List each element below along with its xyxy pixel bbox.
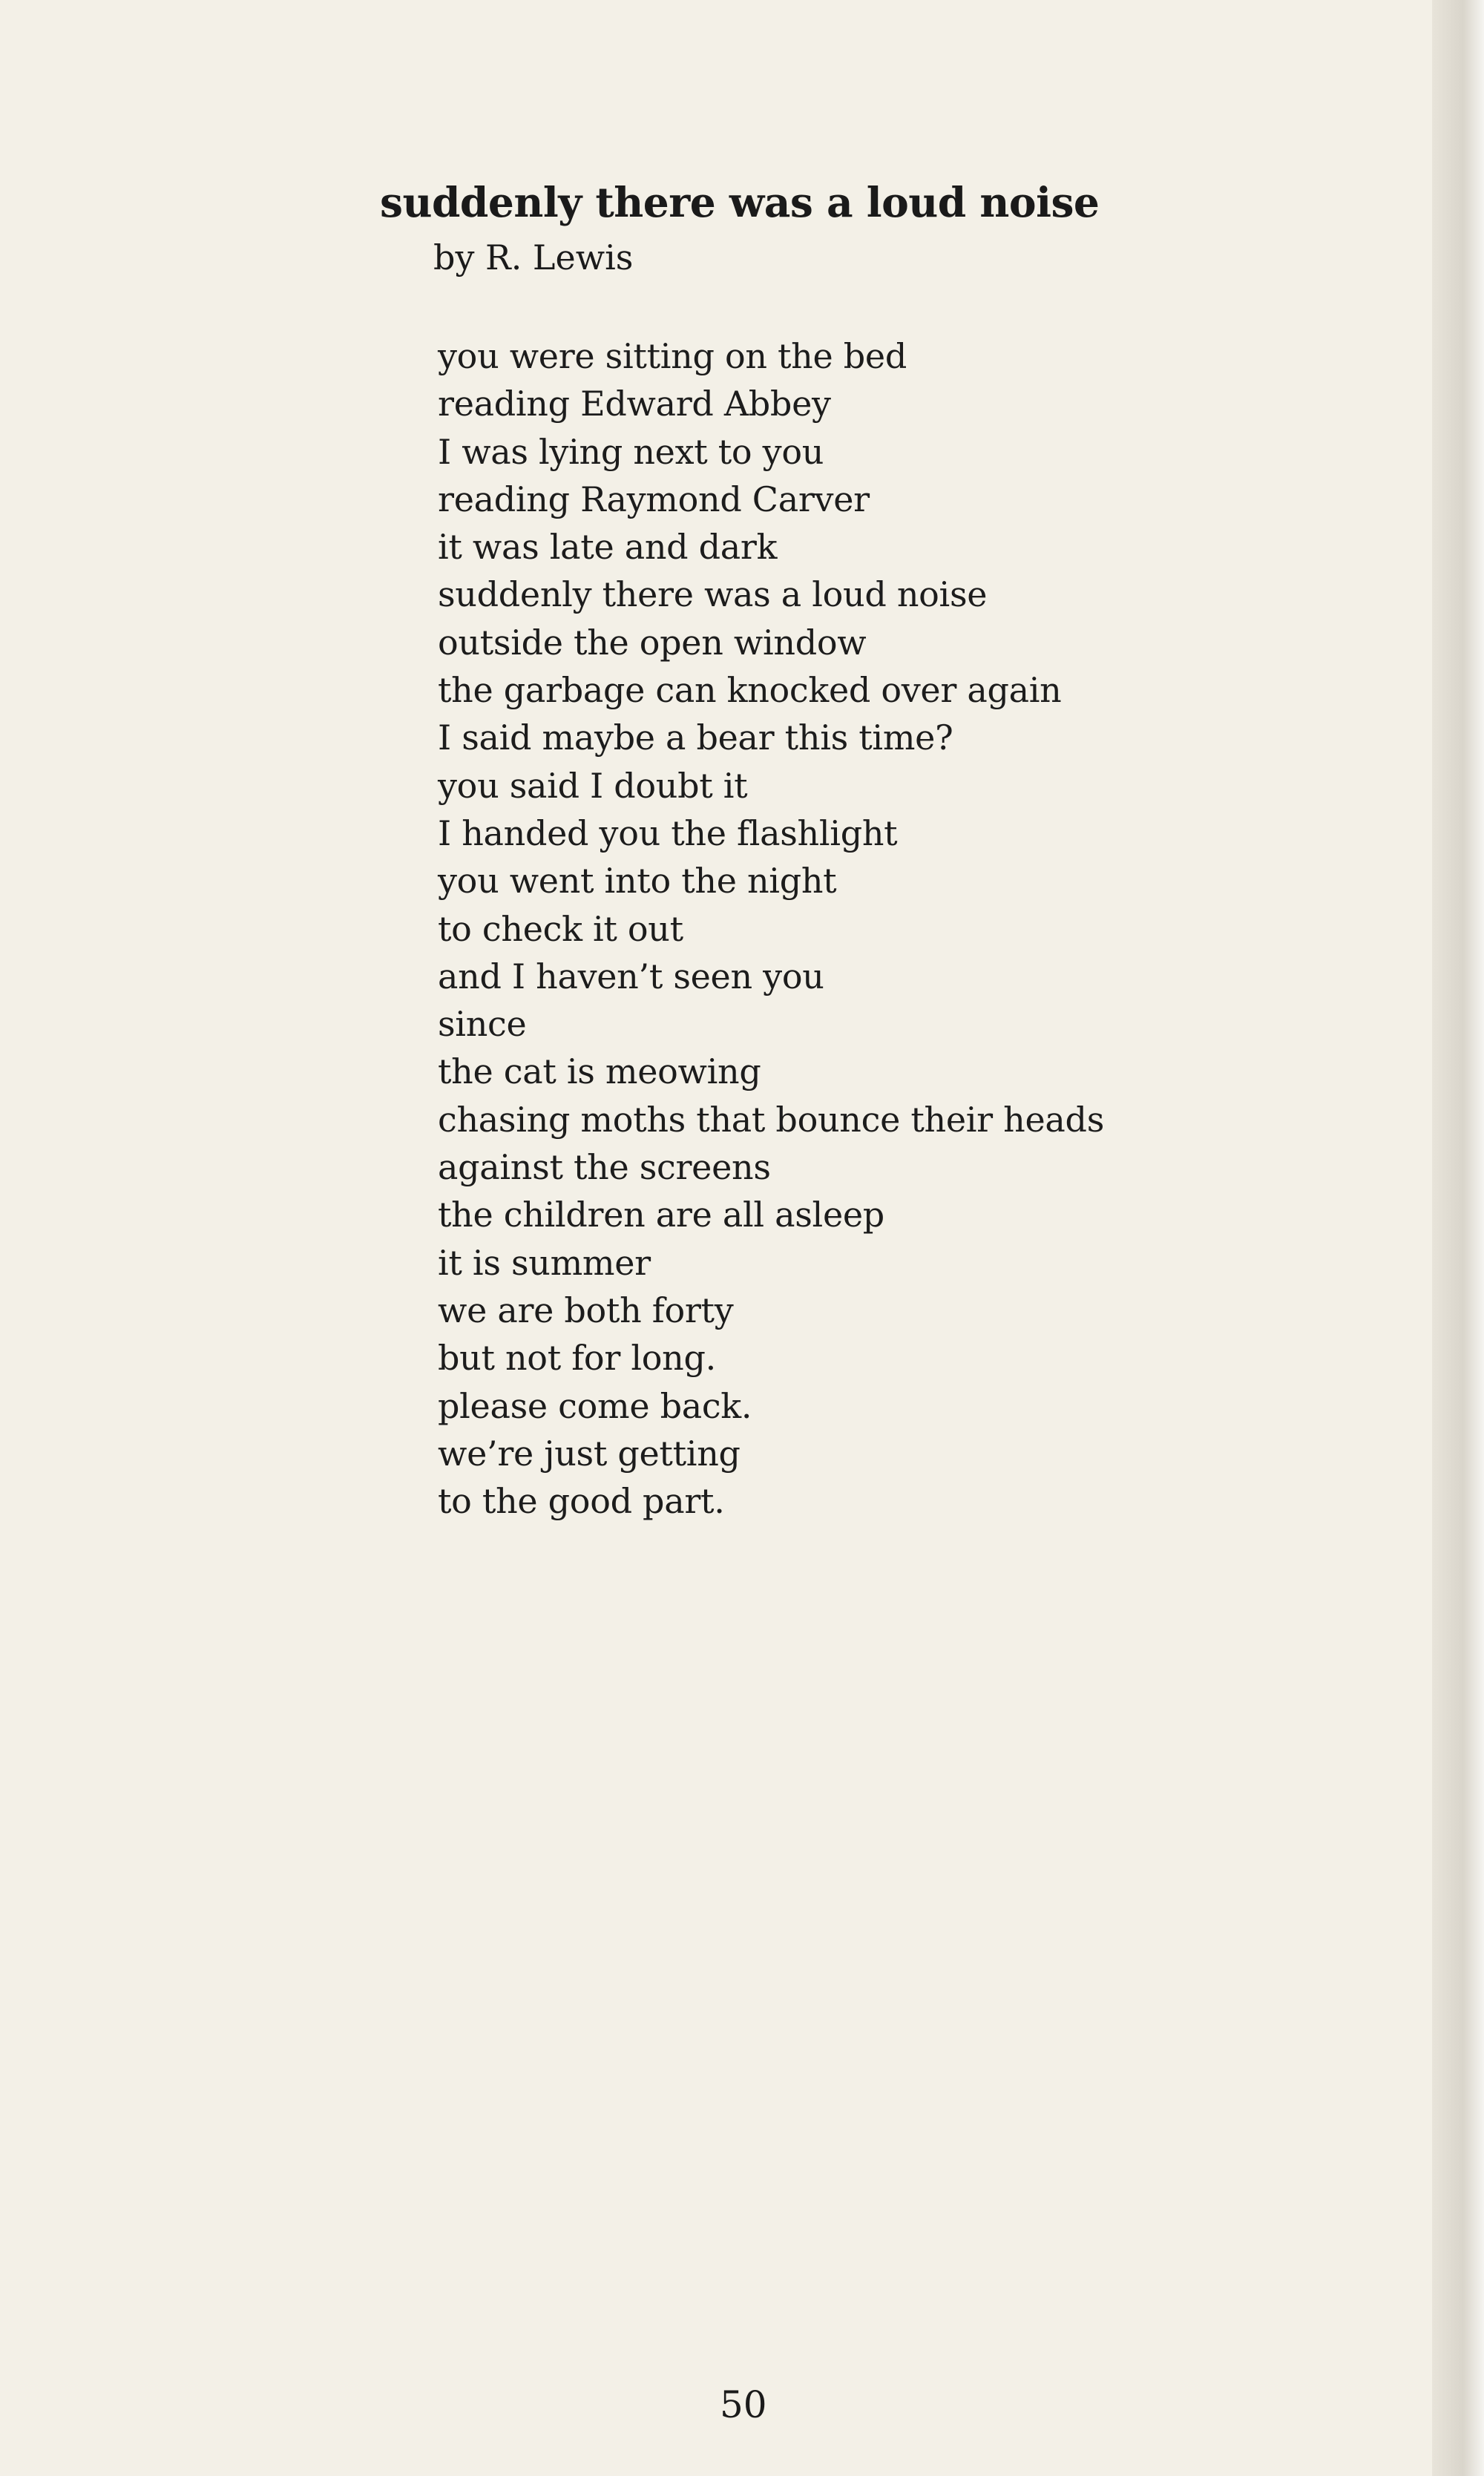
poem-line: the cat is meowing xyxy=(438,1051,761,1092)
poem-line: you went into the night xyxy=(438,861,837,902)
poem-line: outside the open window xyxy=(438,622,867,663)
page-number: 50 xyxy=(720,2383,767,2426)
poem-line: and I haven’t seen you xyxy=(438,956,824,996)
poem-line: you were sitting on the bed xyxy=(438,336,907,376)
poem-author: by R. Lewis xyxy=(433,237,634,278)
poem-line: the garbage can knocked over again xyxy=(438,670,1062,711)
poem-line: to check it out xyxy=(438,908,683,949)
poem-line: we’re just getting xyxy=(438,1433,741,1474)
poem-line: I handed you the flashlight xyxy=(438,812,898,853)
poem-line: you said I doubt it xyxy=(438,765,748,806)
poem-line: chasing moths that bounce their heads xyxy=(438,1099,1105,1140)
poem-line: I was lying next to you xyxy=(438,431,824,472)
poem-line: please come back. xyxy=(438,1385,752,1426)
poem-line: suddenly there was a loud noise xyxy=(438,574,988,615)
poem-line: reading Raymond Carver xyxy=(438,479,870,519)
poem-title: suddenly there was a loud noise xyxy=(380,178,1100,226)
poem-line: it was late and dark xyxy=(438,527,778,568)
poem-line: to the good part. xyxy=(438,1481,725,1522)
poem-line: but not for long. xyxy=(438,1338,716,1379)
poem-line: I said maybe a bear this time? xyxy=(438,717,953,758)
poem-body xyxy=(438,332,1104,1525)
page-edge xyxy=(1432,0,1484,2476)
poem-line: it is summer xyxy=(438,1242,651,1283)
poem-line: we are both forty xyxy=(438,1290,734,1330)
poem-line: against the screens xyxy=(438,1147,771,1188)
poem-line: since xyxy=(438,1004,527,1045)
poem-line: reading Edward Abbey xyxy=(438,384,831,424)
poem-line: the children are all asleep xyxy=(438,1195,884,1235)
